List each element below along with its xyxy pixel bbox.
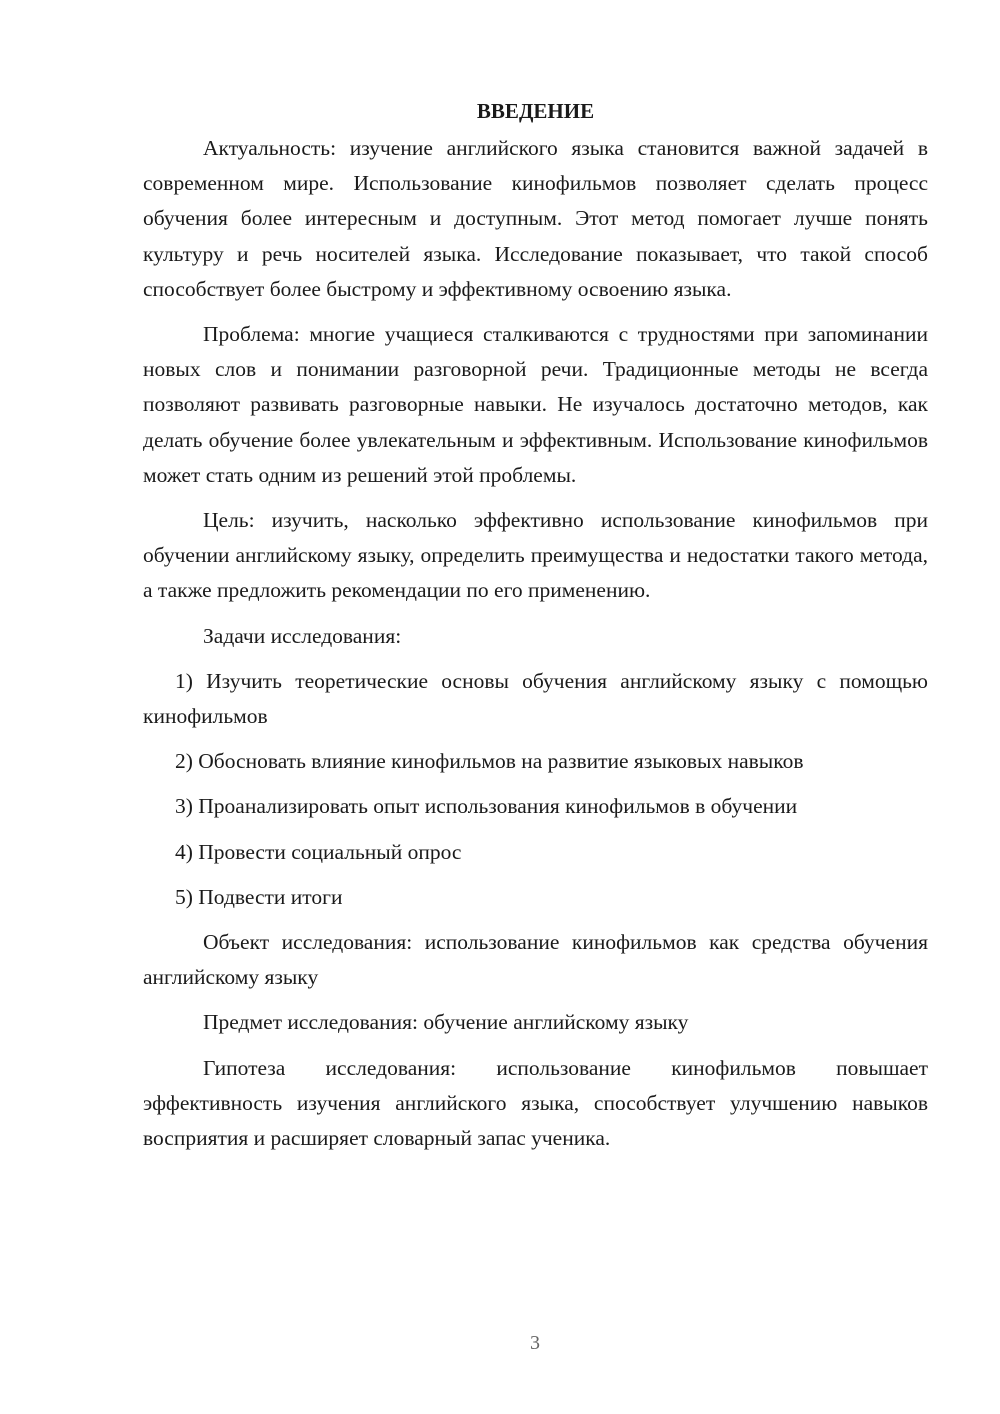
tasks-heading: Задачи исследования: (203, 623, 402, 648)
page-number: 3 (530, 1332, 540, 1354)
document-page (143, 95, 928, 1166)
task-item: 1) Изучить теоретические основы обучения английскому языку с помощью кинофильмов (143, 668, 928, 729)
object-paragraph: Объект исследования: использование кинофильмов как средства обучения английскому языку (143, 930, 928, 990)
task-item: 3) Проанализировать опыт использования кинофильмов в обучении (175, 794, 798, 819)
relevance-paragraph: Актуальность: изучение английского языка становится важной задачей в современном мире. Использование кинофильмов позволяет сделать процесс обучения более интересным и доступным. Этот метод помогает лучше понять культуру и речь носителей языка. Исследование показывает, что такой способ способствует более быстрому и эффективному освоению языка. (143, 136, 928, 301)
task-item: 5) Подвести итоги (175, 884, 343, 909)
task-item: 4) Провести социальный опрос (175, 839, 462, 864)
subject-paragraph: Предмет исследования: обучение английскому языку (203, 1010, 689, 1035)
section-title: ВВЕДЕНИЕ (476, 99, 595, 123)
task-item: 2) Обосновать влияние кинофильмов на развитие языковых навыков (175, 749, 804, 774)
goal-paragraph: Цель: изучить, насколько эффективно использование кинофильмов при обучении английскому языку, определить преимущества и недостатки такого метода, а также предложить рекомендации по его применению. (143, 508, 928, 603)
hypothesis-paragraph: Гипотеза исследования: использование кинофильмов повышает эффективность изучения английского языка, способствует улучшению навыков восприятия и расширяет словарный запас ученика. (143, 1055, 928, 1151)
problem-paragraph: Проблема: многие учащиеся сталкиваются с трудностями при запоминании новых слов и понимании разговорной речи. Традиционные методы не всегда позволяют развивать разговорные навыки. Не изучалось достаточно методов, как делать обучение более увлекательным и эффективным. Использование кинофильмов может стать одним из решений этой проблемы. (143, 322, 928, 487)
